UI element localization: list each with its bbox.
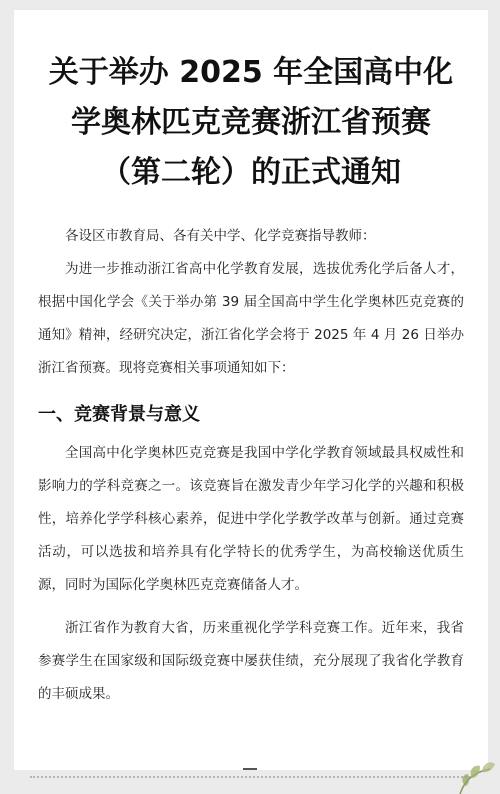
- document-page: [14, 10, 488, 770]
- footer-center-mark: [243, 768, 257, 770]
- leaf-decoration-icon: [420, 734, 500, 794]
- document-body: [38, 220, 464, 711]
- salutation: 各设区市教育局、各有关中学、化学竞赛指导教师：: [65, 228, 376, 244]
- document-title: [24, 48, 478, 198]
- footer-dotted-rule: [30, 776, 470, 778]
- intro-paragraph: 为进一步推动浙江省高中化学教育发展，选拔优秀化学后备人才，根据中国化学会《关于举办第 39 届全国高中学生化学奥林匹克竞赛的通知》精神，经研究决定，浙江省化学会将于 2025 年 4 月 26 日举办浙江省预赛。现将竞赛相关事项通知如下：: [38, 261, 464, 376]
- section-1-heading: 一、竞赛背景与意义: [38, 404, 200, 425]
- title-line-2: 学奥林匹克竞赛浙江省预赛: [71, 105, 431, 140]
- title-line-1: 关于举办 2025 年全国高中化: [48, 55, 454, 90]
- title-line-3: （第二轮）的正式通知: [101, 155, 401, 190]
- section-1-paragraph-1: 全国高中化学奥林匹克竞赛是我国中学化学教育领域最具权威性和影响力的学科竞赛之一。该竞赛旨在激发青少年学习化学的兴趣和积极性，培养化学学科核心素养，促进中学化学教学改革与创新。通过竞赛活动，可以选拔和培养具有化学特长的优秀学生，为高校输送优质生源，同时为国际化学奥林匹克竞赛储备人才。: [38, 445, 464, 593]
- section-1-paragraph-2: 浙江省作为教育大省，历来重视化学学科竞赛工作。近年来，我省参赛学生在国家级和国际级竞赛中屡获佳绩，充分展现了我省化学教育的丰硕成果。: [38, 620, 464, 702]
